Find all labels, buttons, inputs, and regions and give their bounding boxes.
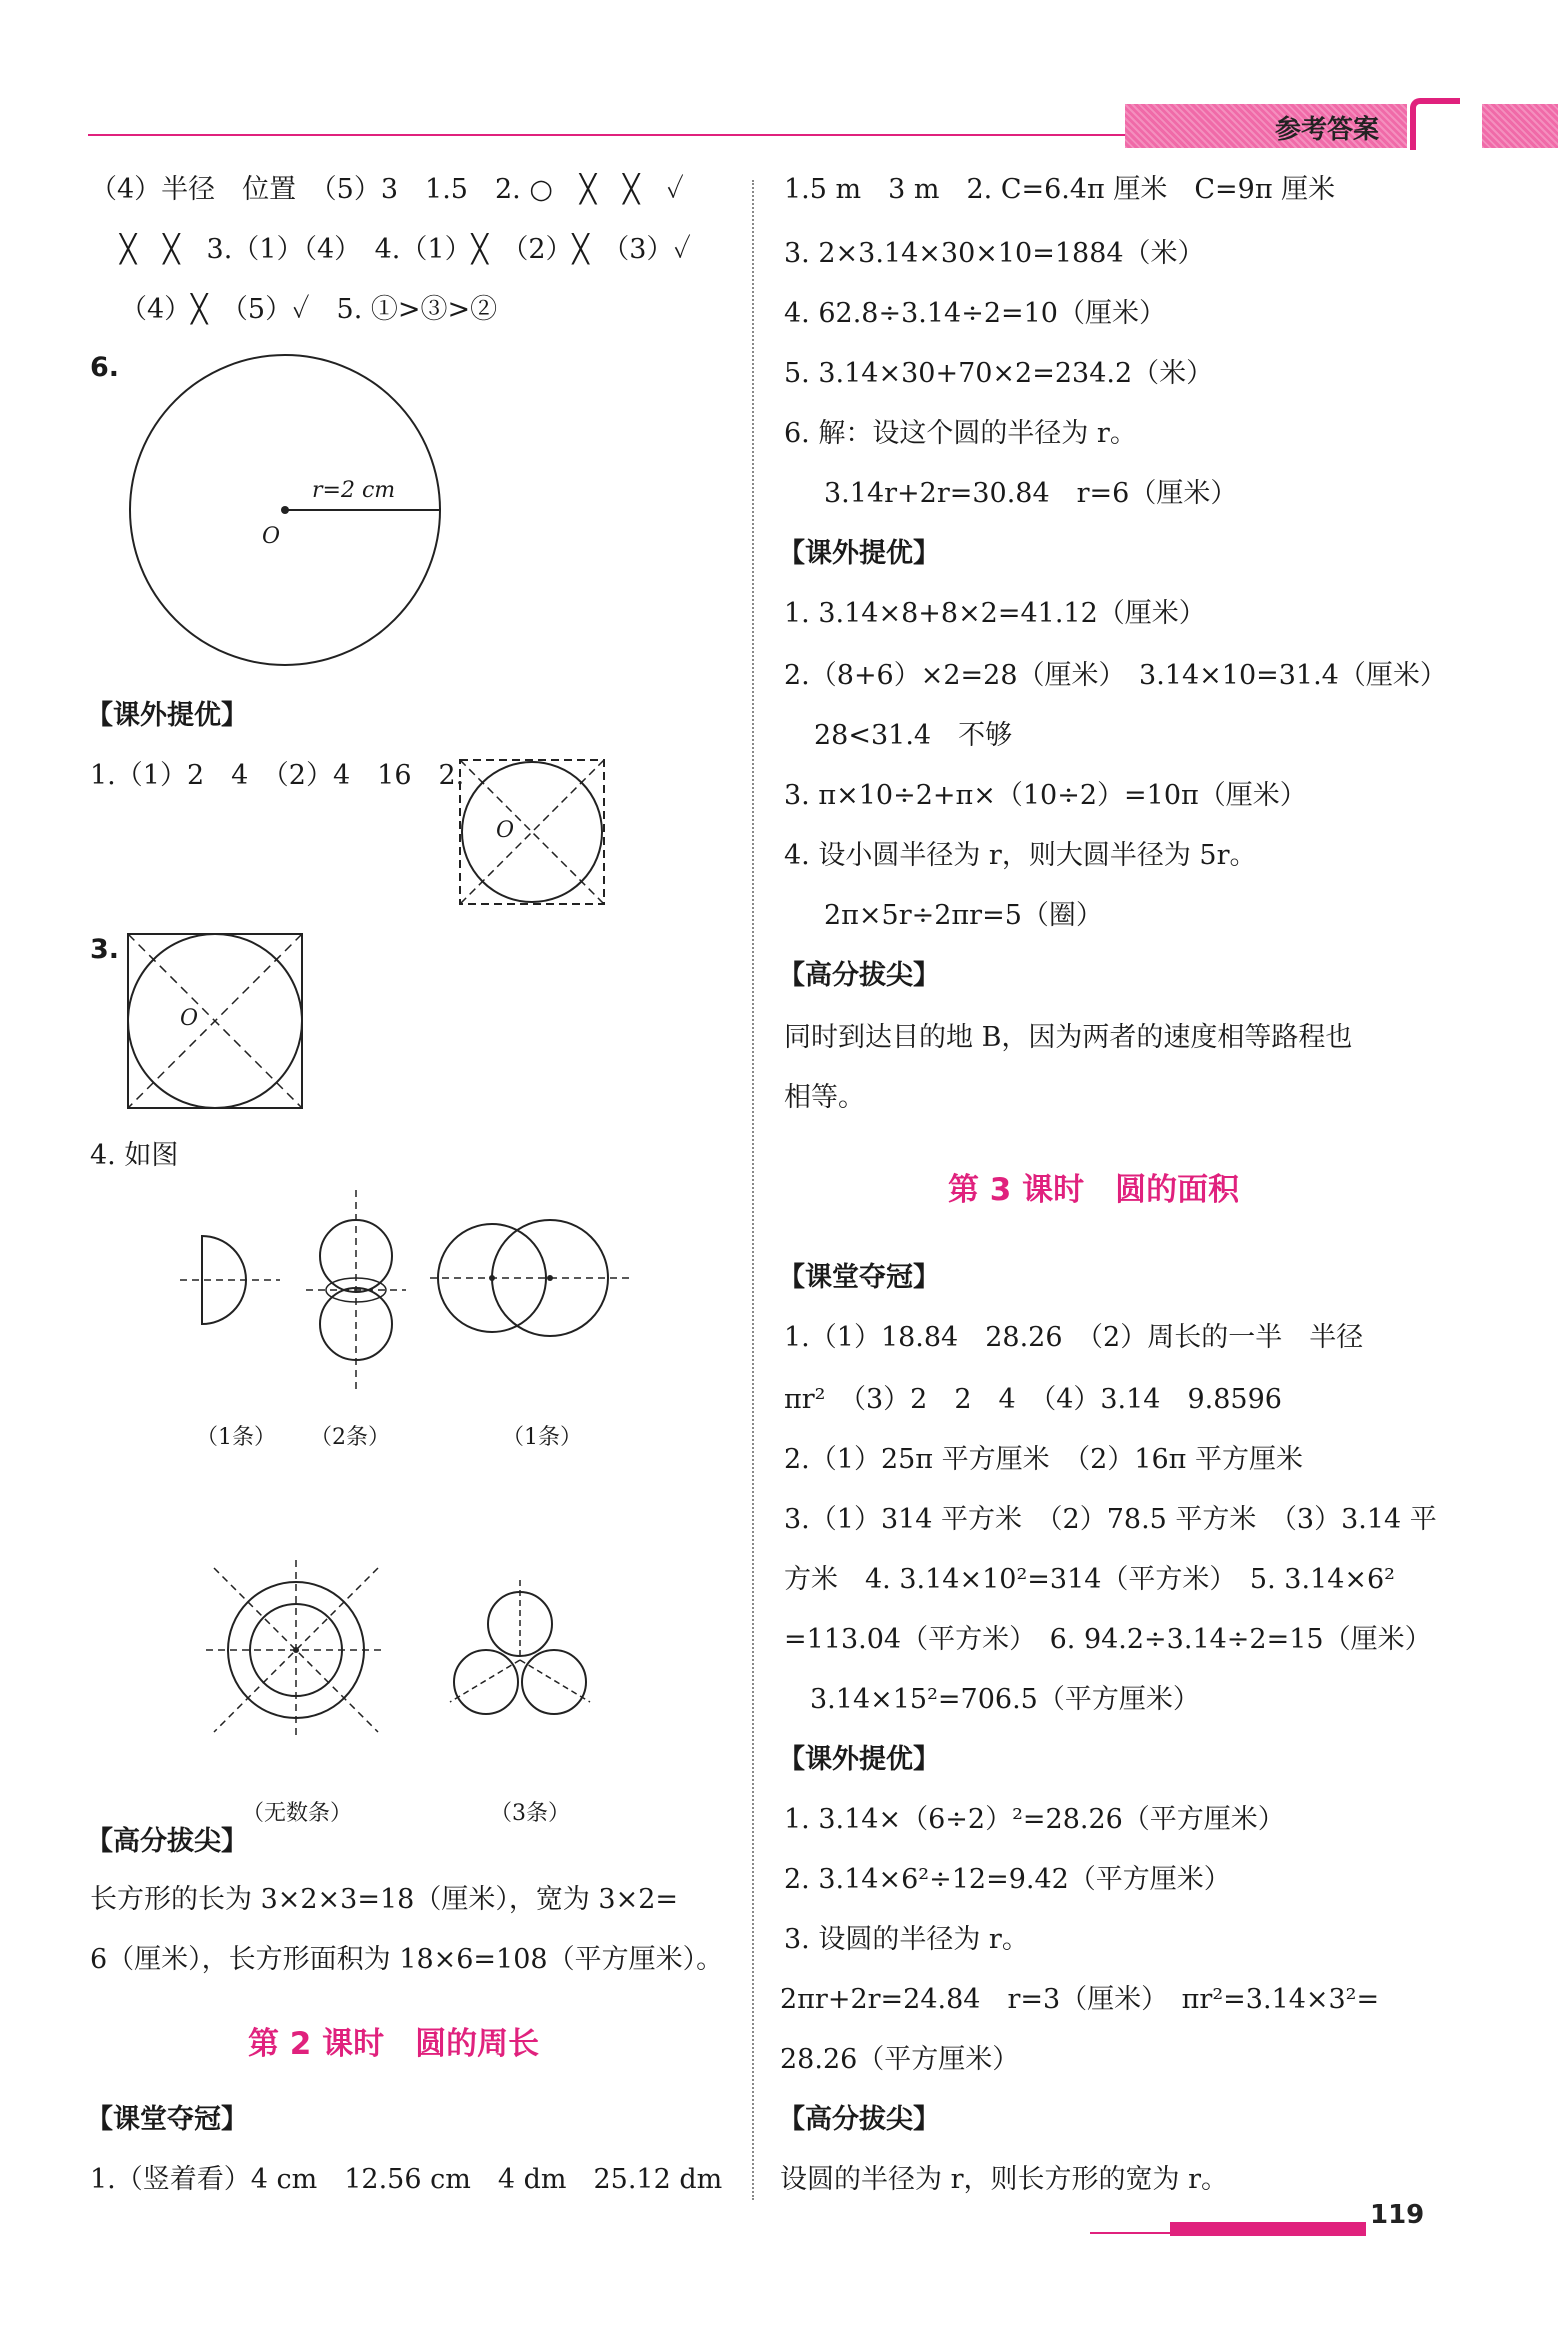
kt-line-1: 1.（竖着看）4 cm 12.56 cm 4 dm 25.12 dm [90,2164,723,2195]
right-line-15: 1.（1）18.84 28.26 （2）周长的一半 半径 [784,1322,1364,1353]
right-line-11: 4. 设小圆半径为 r，则大圆半径为 5r。 [784,840,1257,871]
caption-1: （1条） [196,1425,276,1450]
section-gfbj-left: 【高分拔尖】 [86,1826,248,1857]
footer-bar [1170,2222,1366,2236]
right-line-16: πr² （3）2 2 4 （4）3.14 9.8596 [784,1384,1282,1415]
section-gfbj-right: 【高分拔尖】 [778,960,940,991]
fig3-center-label: O [180,1006,199,1031]
right-line-3: 4. 62.8÷3.14÷2=10（厘米） [784,298,1166,329]
right-line-21: 3.14×15²=706.5（平方厘米） [810,1684,1200,1715]
caption-3: （1条） [502,1425,582,1450]
section-kwty-left: 【课外提优】 [86,700,248,731]
fig6-center-label: O [262,524,281,549]
fig6-radius-label: r=2 cm [312,478,396,503]
q4-label: 4. 如图 [90,1140,179,1171]
page-number: 119 [1370,2200,1425,2230]
right-line-26: 28.26（平方厘米） [780,2044,1020,2075]
caption-2: （2条） [310,1425,390,1450]
right-line-5: 6. 解：设这个圆的半径为 r。 [784,418,1137,449]
left-line-1: （4）半径 位置 （5）3 1.5 2. ○ ╳ ╳ ✓ [90,174,684,205]
two-circles-vertical-figure [306,1190,406,1390]
header-end-box [1482,104,1558,148]
overlapping-circles-figure [430,1220,630,1340]
right-line-19: 方米 4. 3.14×10²=314（平方米） 5. 3.14×6² [784,1564,1396,1595]
right-line-23: 2. 3.14×6²÷12=9.42（平方厘米） [784,1864,1231,1895]
header-corner-icon [1410,98,1460,150]
left-line-3: （4）╳ （5）✓ 5. ①>③>② [120,294,498,325]
right-line-6: 3.14r+2r=30.84 r=6（厘米） [824,478,1238,509]
right-line-14: 相等。 [784,1082,865,1113]
right-line-7: 1. 3.14×8+8×2=41.12（厘米） [784,598,1206,629]
footer-thin-rule [1090,2232,1170,2234]
right-line-8: 2.（8+6）×2=28（厘米） 3.14×10=31.4（厘米） [784,660,1447,691]
right-line-1: 1.5 m 3 m 2. C=6.4π 厘米 C=9π 厘米 [784,174,1336,205]
caption-5: （3条） [490,1801,570,1826]
section-ktdg-left: 【课堂夺冠】 [86,2104,248,2135]
three-circles-figure [440,1580,600,1730]
caption-4: （无数条） [242,1801,353,1826]
right-line-22: 1. 3.14×（6÷2）²=28.26（平方厘米） [784,1804,1285,1835]
right-line-24: 3. 设圆的半径为 r。 [784,1924,1029,1955]
right-line-13: 同时到达目的地 B，因为两者的速度相等路程也 [784,1022,1353,1053]
q3-label: 3. [90,934,120,965]
right-line-4: 5. 3.14×30+70×2=234.2（米） [784,358,1214,389]
square-circle-figure-3 [126,932,304,1110]
section-kwty-right: 【课外提优】 [778,538,940,569]
right-line-9: 28<31.4 不够 [814,720,1013,751]
gf-line-1: 长方形的长为 3×2×3=18（厘米），宽为 3×2= [90,1884,679,1915]
fig2-center-label: O [496,818,515,843]
right-line-12: 2π×5r÷2πr=5（圈） [824,900,1103,931]
section-gfbj-right-2: 【高分拔尖】 [778,2104,940,2135]
right-line-17: 2.（1）25π 平方厘米 （2）16π 平方厘米 [784,1444,1303,1475]
section-kwty-right-2: 【课外提优】 [778,1744,940,1775]
right-line-2: 3. 2×3.14×30×10=1884（米） [784,238,1205,269]
gf-line-2: 6（厘米），长方形面积为 18×6=108（平方厘米）。 [90,1944,724,1975]
right-line-10: 3. π×10÷2+π×（10÷2）=10π（厘米） [784,780,1307,811]
q6-label: 6. [90,352,120,383]
circle-figure-6 [130,340,450,680]
right-line-18: 3.（1）314 平方米 （2）78.5 平方米 （3）3.14 平 [784,1504,1437,1535]
right-line-25: 2πr+2r=24.84 r=3（厘米） πr²=3.14×3²= [780,1984,1380,2015]
right-line-20: =113.04（平方米） 6. 94.2÷3.14÷2=15（厘米） [784,1624,1432,1655]
section-ktdg-right: 【课堂夺冠】 [778,1262,940,1293]
column-divider [752,180,754,2200]
lesson-3-title: 第 3 课时 圆的面积 [948,1172,1240,1208]
kw-line-1: 1.（1）2 4 （2）4 16 2. [90,760,465,791]
lesson-2-title: 第 2 课时 圆的周长 [248,2026,540,2062]
concentric-circles-figure [206,1560,386,1740]
header-label: 参考答案 [1275,115,1380,145]
semicircle-figure [180,1230,280,1330]
header-rule [88,134,1128,136]
square-circle-figure-2 [458,758,608,908]
right-line-27: 设圆的半径为 r，则长方形的宽为 r。 [780,2164,1228,2195]
left-line-2: ╳ ╳ 3.（1）（4） 4.（1）╳ （2）╳ （3）✓ [120,234,691,265]
header-label-box [1125,104,1407,148]
